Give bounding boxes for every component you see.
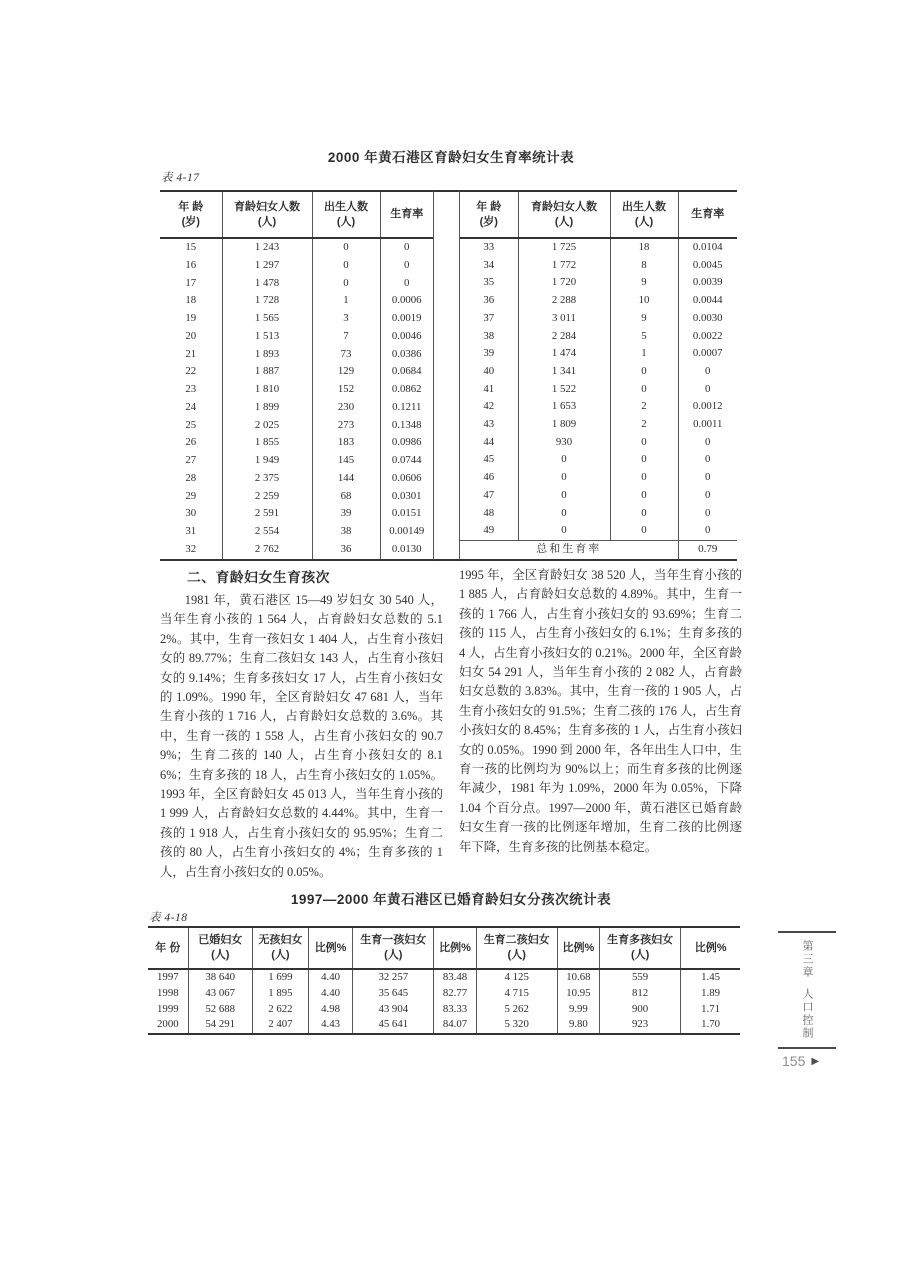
table-cell: 0.0606 [391, 471, 422, 484]
table-cell: 0.0007 [692, 347, 723, 360]
table-row [160, 257, 433, 275]
col-header-women-line2: (人) [257, 215, 277, 228]
table-cell: 68 [312, 488, 380, 506]
table-cell: 0 [312, 238, 380, 257]
fertility-table-left-half [160, 190, 433, 561]
table-cell: 42 [460, 398, 518, 416]
col-header-women-line1: 育龄妇女人数 [234, 200, 300, 213]
table-cell: 43 [460, 416, 518, 434]
table-cell: 0 [610, 522, 678, 540]
table-cell: 30 [160, 505, 222, 523]
table-cell: 40 [460, 363, 518, 381]
table-cell: 0 [610, 363, 678, 381]
table-cell: 21 [160, 346, 222, 364]
table-cell: 7 [312, 328, 380, 346]
table-cell: 10.95 [557, 986, 599, 1002]
table-cell: 46 [460, 469, 518, 487]
table-cell: 0 [705, 364, 711, 377]
table-row [460, 487, 737, 505]
header-line: 比例% [562, 941, 595, 954]
header-line: 年 份 [155, 941, 181, 954]
fertility-rate-table [160, 190, 742, 561]
table-cell: 0.1211 [392, 400, 422, 413]
table-cell: 41 [460, 381, 518, 399]
table-cell: 3 011 [518, 310, 610, 328]
table-cell: 22 [160, 363, 222, 381]
total-fertility-label: 总和生育率 [460, 540, 678, 559]
col-header-births-line2: (人) [336, 215, 356, 228]
table-row [160, 417, 433, 435]
table-cell: 923 [599, 1017, 680, 1034]
table-cell: 0 [705, 453, 711, 466]
table-row [160, 363, 433, 381]
table-cell: 54 291 [188, 1017, 252, 1034]
table-row [460, 505, 737, 523]
table-cell: 1 725 [518, 238, 610, 257]
header-line: (人) [384, 949, 403, 961]
table-cell: 48 [460, 505, 518, 523]
table-row [160, 310, 433, 328]
table-cell: 35 [460, 274, 518, 292]
table-cell: 1 893 [222, 346, 312, 364]
table-cell: 4.43 [309, 1017, 353, 1034]
header-line: (人) [630, 949, 650, 961]
table-cell: 1 728 [222, 292, 312, 310]
header-line: 生育多孩妇女 [607, 934, 674, 946]
table-cell: 2 288 [518, 292, 610, 310]
table-cell: 0.00149 [389, 525, 425, 538]
table-cell: 31 [160, 523, 222, 541]
table-cell: 4.40 [309, 969, 353, 986]
table-cell: 0.0039 [692, 276, 723, 289]
table-cell: 4 125 [476, 969, 557, 986]
table-cell: 20 [160, 328, 222, 346]
col-header-year [148, 927, 188, 969]
table1-title: 2000 年黄石港区育龄妇女生育率统计表 [327, 150, 575, 165]
table-cell: 38 640 [188, 969, 252, 986]
table-row [460, 363, 737, 381]
fertility-table-total-section [460, 540, 737, 559]
table-cell: 1998 [148, 986, 188, 1002]
table-cell: 0 [610, 381, 678, 399]
table-cell: 2 025 [222, 417, 312, 435]
table-row [160, 292, 433, 310]
table-row [160, 470, 433, 488]
table-cell: 0.0301 [391, 489, 422, 502]
table-cell: 0 [404, 258, 410, 271]
chapter-title: 人口控制 [801, 988, 813, 1040]
table-cell: 0 [705, 488, 711, 501]
table2-title: 1997—2000 年黄石港区已婚育龄妇女分孩次统计表 [290, 892, 612, 907]
table-cell: 0 [705, 382, 711, 395]
table-cell: 38 [460, 328, 518, 346]
col-header-ratio1 [309, 927, 353, 969]
text-column-left [160, 566, 443, 882]
table-cell: 273 [312, 417, 380, 435]
table-cell: 83.33 [434, 1002, 476, 1018]
table-cell: 44 [460, 434, 518, 452]
table-cell: 0 [705, 435, 711, 448]
table-cell: 23 [160, 381, 222, 399]
table-cell: 0.0862 [391, 383, 422, 396]
table-cell: 29 [160, 488, 222, 506]
table-cell: 0 [404, 241, 410, 254]
table-cell: 1.70 [701, 1018, 721, 1031]
table-cell: 0.0011 [693, 418, 723, 431]
table-cell: 26 [160, 434, 222, 452]
table1-label: 表 4-17 [161, 172, 200, 184]
table-row [460, 434, 737, 452]
table-row [460, 416, 737, 434]
table-cell: 36 [460, 292, 518, 310]
table-row [160, 523, 433, 541]
header-line: (人) [507, 949, 526, 961]
header-line: 比例% [694, 941, 727, 954]
table-cell: 1 895 [252, 986, 308, 1002]
col-header-births-line1: 出生人数 [324, 200, 368, 213]
table-row [160, 328, 433, 346]
table-cell: 8 [610, 257, 678, 275]
table-cell: 0 [610, 487, 678, 505]
table-cell: 0 [610, 505, 678, 523]
table-cell: 5 [610, 328, 678, 346]
table-row [160, 488, 433, 506]
header-row [148, 927, 740, 969]
table-cell: 900 [599, 1002, 680, 1018]
page-number-value: 155 [782, 1053, 806, 1069]
table-cell: 33 [460, 238, 518, 257]
table-cell: 0 [518, 522, 610, 540]
header-line: 生育二孩妇女 [483, 934, 550, 946]
table-cell: 15 [160, 238, 222, 257]
body-text [160, 566, 742, 882]
fertility-table-left-body [160, 238, 433, 560]
col-header-age-line2: (岁) [479, 215, 498, 228]
fertility-table-right-half [460, 190, 737, 561]
table-cell: 0.0022 [692, 329, 723, 342]
table-cell: 0 [312, 275, 380, 293]
table-row [148, 969, 740, 986]
table-cell: 0 [610, 451, 678, 469]
table-cell: 2 591 [222, 505, 312, 523]
table-row [160, 381, 433, 399]
table-row [460, 292, 737, 310]
table-row [460, 398, 737, 416]
col-header-rate [678, 191, 737, 238]
table-cell: 49 [460, 522, 518, 540]
section-heading: 二、育龄妇女生育孩次 [187, 570, 330, 585]
table-cell: 1997 [148, 969, 188, 986]
fertility-table-right-body [460, 238, 737, 540]
chapter-sidebar [778, 931, 836, 1049]
married-women-table-body [148, 969, 740, 1034]
header-line: 比例% [439, 941, 471, 954]
table-cell: 2 259 [222, 488, 312, 506]
table-row [148, 1017, 740, 1034]
table-row [460, 310, 737, 328]
table-cell: 0 [610, 469, 678, 487]
col-header-rate-line1: 生育率 [390, 208, 424, 220]
table-cell: 32 257 [353, 969, 434, 986]
table-cell: 5 320 [476, 1017, 557, 1034]
col-header-no-child [252, 927, 308, 969]
col-header-births-line2: (人) [634, 215, 654, 228]
table-cell: 0.0045 [692, 258, 723, 271]
table-cell: 1 341 [518, 363, 610, 381]
header-line: 生育一孩妇女 [360, 934, 427, 946]
table-row [160, 238, 433, 257]
col-header-age [160, 191, 222, 238]
table-cell: 152 [312, 381, 380, 399]
col-header-age [460, 191, 518, 238]
table-row [460, 257, 737, 275]
header-line: 比例% [314, 941, 347, 954]
table-cell: 2 [610, 416, 678, 434]
total-fertility-row [460, 540, 737, 559]
table-cell: 52 688 [188, 1002, 252, 1018]
table-cell: 1 [610, 345, 678, 363]
table-cell: 1 522 [518, 381, 610, 399]
table-cell: 0 [518, 487, 610, 505]
table-cell: 18 [610, 238, 678, 257]
table-cell: 10 [610, 292, 678, 310]
table-row [160, 541, 433, 560]
table-cell: 129 [312, 363, 380, 381]
paragraph-right: 1995 年，全区育龄妇女 38 520 人，当年生育小孩的 1 885 人，占育龄妇女总数的 4.89%。其中，生育一孩的 1 766 人，占生育小孩妇女的 93.69%；生育二孩的 115 人，占生育小孩妇女的 6.1%；生育多孩的 4 人，占生育小孩妇女的 0.21%。2000 年，全区育龄妇女 54 291 人，当年生育小孩的 2 082 人，占育龄妇女总数的 3.83%。其中，生育一孩的 1 905 人，占生育小孩妇女的 91.5%；生育二孩的 176 人，占生育小孩妇女的 8.45%；生育多孩的 1 人，占生育小孩妇女的 0.05%。1990 到 2000 年，各年出生人口中，生育一孩的比例均为 90%以上；而生育多孩的比例逐年减少，1981 年为 1.09%，2000 年为 0.05%，下降 1.04 个百分点。1997—2000 年，黄石港区已婚育龄妇女生育一孩的比例逐年增加，生育二孩的比例逐年下降，生育多孩的比例基本稳定。 [459, 568, 742, 854]
table-cell: 0.0104 [692, 241, 723, 253]
table-cell: 1 772 [518, 257, 610, 275]
table-cell: 1 855 [222, 434, 312, 452]
table-cell: 0.1348 [391, 418, 422, 431]
table-row [160, 434, 433, 452]
table-cell: 0.0386 [391, 347, 422, 360]
table-cell: 47 [460, 487, 518, 505]
table-cell: 1 [312, 292, 380, 310]
col-header-rate-line1: 生育率 [691, 208, 725, 220]
table-cell: 34 [460, 257, 518, 275]
table-cell: 35 645 [353, 986, 434, 1002]
table2-label: 表 4-18 [149, 912, 188, 924]
table-row [460, 381, 737, 399]
col-header-women-line2: (人) [554, 215, 574, 228]
col-header-births [312, 191, 380, 238]
table-row [460, 274, 737, 292]
total-fertility-value: 0.79 [678, 540, 737, 559]
table-cell: 930 [518, 434, 610, 452]
paragraph-left: 1981 年，黄石港区 15—49 岁妇女 30 540 人，当年生育小孩的 1 564 人，占育龄妇女总数的 5.12%。其中，生育一孩妇女 1 404 人，占生育小孩妇女的 89.77%；生育二孩妇女 143 人，占生育小孩妇女的 9.14%；生育多孩妇女 17 人，占生育小孩妇女的 1.09%。1990 年，全区育龄妇女 47 681 人，当年生育小孩的 1 716 人，占育龄妇女总数的 3.6%。其中，生育一孩的 1 558 人，占生育小孩妇女的 90.79%；生育二孩的 140 人，占生育小孩妇女的 8.16%；生育多孩的 18 人，占生育小孩妇女的 1.05%。1993 年，全区育龄妇女 45 013 人，当年生育小孩的 1 999 人，占育龄妇女总数的 4.44%。其中，生育一孩的 1 918 人，占生育小孩妇女的 95.95%；生育二孩的 80 人，占生育小孩妇女的 4%；生育多孩的 1 人，占生育小孩妇女的 0.05%。 [160, 593, 443, 879]
table-cell: 0 [705, 524, 711, 537]
col-header-ratio2 [434, 927, 476, 969]
table-cell: 9 [610, 310, 678, 328]
table-cell: 1 810 [222, 381, 312, 399]
col-header-two-children [476, 927, 557, 969]
table-cell: 1 474 [518, 345, 610, 363]
table-cell: 28 [160, 470, 222, 488]
table-cell: 9.80 [557, 1017, 599, 1034]
table-cell: 17 [160, 275, 222, 293]
table-cell: 0.0744 [391, 454, 422, 467]
header-line: (人) [271, 949, 290, 961]
table-cell: 32 [160, 541, 222, 560]
table-cell: 2000 [148, 1017, 188, 1034]
table-cell: 82.77 [434, 986, 476, 1002]
col-header-ratio4 [681, 927, 740, 969]
table-cell: 45 641 [353, 1017, 434, 1034]
table-cell: 1 699 [252, 969, 308, 986]
col-header-one-child [353, 927, 434, 969]
col-header-women [518, 191, 610, 238]
table-cell: 0 [518, 469, 610, 487]
table-cell: 1 297 [222, 257, 312, 275]
table-cell: 0.0046 [391, 329, 422, 342]
table-cell: 2 [610, 398, 678, 416]
table-cell: 0 [705, 471, 711, 484]
col-header-ratio3 [557, 927, 599, 969]
table-cell: 812 [599, 986, 680, 1002]
table-cell: 2 762 [222, 541, 312, 560]
table-cell: 27 [160, 452, 222, 470]
table-cell: 0.0030 [692, 311, 723, 324]
table-cell: 1 887 [222, 363, 312, 381]
table-cell: 0 [312, 257, 380, 275]
table-row [160, 452, 433, 470]
table-cell: 1.89 [701, 986, 721, 999]
table-cell: 36 [312, 541, 380, 560]
header-row [160, 191, 433, 238]
table-cell: 0.0044 [692, 294, 723, 307]
table-cell: 39 [460, 345, 518, 363]
table-cell: 144 [312, 470, 380, 488]
table-row [160, 346, 433, 364]
table-cell: 39 [312, 505, 380, 523]
table-cell: 0 [518, 505, 610, 523]
table-cell: 1.71 [701, 1002, 721, 1015]
table-cell: 9 [610, 274, 678, 292]
table-cell: 2 284 [518, 328, 610, 346]
table-cell: 1 478 [222, 275, 312, 293]
table-cell: 230 [312, 399, 380, 417]
table-row [460, 328, 737, 346]
table-cell: 25 [160, 417, 222, 435]
table-cell: 145 [312, 452, 380, 470]
table-cell: 10.68 [557, 969, 599, 986]
table-row [460, 238, 737, 257]
table-cell: 0 [705, 506, 711, 519]
table-row [460, 451, 737, 469]
header-row [460, 191, 737, 238]
table-cell: 45 [460, 451, 518, 469]
table-cell: 0 [404, 276, 410, 289]
table-cell: 5 262 [476, 1002, 557, 1018]
table-cell: 43 904 [353, 1002, 434, 1018]
table-cell: 24 [160, 399, 222, 417]
table-cell: 0.0012 [692, 400, 723, 413]
table-cell: 38 [312, 523, 380, 541]
table-cell: 2 375 [222, 470, 312, 488]
table-cell: 4.40 [309, 986, 353, 1002]
col-header-rate [380, 191, 433, 238]
table-cell: 1 565 [222, 310, 312, 328]
table-cell: 0.0151 [391, 507, 422, 520]
header-line: 已婚妇女 [198, 934, 243, 946]
table-cell: 0 [518, 451, 610, 469]
col-header-births-line1: 出生人数 [622, 200, 666, 213]
table-row [148, 1002, 740, 1018]
table-cell: 183 [312, 434, 380, 452]
col-header-age-line2: (岁) [181, 215, 200, 228]
page-arrow-icon: ▶ [811, 1055, 820, 1067]
table-row [460, 522, 737, 540]
table-cell: 2 554 [222, 523, 312, 541]
table-cell: 37 [460, 310, 518, 328]
married-women-parity-table [148, 926, 740, 1035]
table-cell: 1 949 [222, 452, 312, 470]
table-cell: 1 653 [518, 398, 610, 416]
header-line: 无孩妇女 [258, 934, 303, 946]
table-cell: 83.48 [434, 969, 476, 986]
col-header-women [222, 191, 312, 238]
table-cell: 2 407 [252, 1017, 308, 1034]
table-cell: 3 [312, 310, 380, 328]
col-header-births [610, 191, 678, 238]
chapter-number: 第三章 [801, 940, 813, 979]
table-row [160, 399, 433, 417]
table-cell: 1 720 [518, 274, 610, 292]
table-cell: 84.07 [434, 1017, 476, 1034]
table-cell: 43 067 [188, 986, 252, 1002]
table-row [160, 505, 433, 523]
table-cell: 4.98 [309, 1002, 353, 1018]
table-cell: 1 243 [222, 238, 312, 257]
table-cell: 0.0684 [391, 365, 422, 378]
table-row [160, 275, 433, 293]
col-header-age-line1: 年 龄 [178, 200, 204, 213]
table-cell: 1999 [148, 1002, 188, 1018]
col-header-women-line1: 育龄妇女人数 [531, 200, 597, 213]
table-row [460, 345, 737, 363]
col-header-multi-children [599, 927, 680, 969]
table-cell: 1 899 [222, 399, 312, 417]
table-cell: 2 622 [252, 1002, 308, 1018]
header-line: (人) [211, 949, 230, 961]
table-cell: 1.45 [701, 971, 721, 983]
table-cell: 9.99 [557, 1002, 599, 1018]
table-cell: 0.0130 [391, 542, 422, 555]
page-number [782, 1053, 819, 1069]
text-column-right [459, 566, 742, 882]
table-row [460, 469, 737, 487]
table-cell: 1 513 [222, 328, 312, 346]
table-cell: 0.0019 [391, 312, 422, 325]
table-cell: 4 715 [476, 986, 557, 1002]
table-cell: 16 [160, 257, 222, 275]
table-row [148, 986, 740, 1002]
table-divider [433, 190, 460, 561]
col-header-age-line1: 年 龄 [476, 200, 502, 213]
table-cell: 73 [312, 346, 380, 364]
table-cell: 0 [610, 434, 678, 452]
col-header-married-women [188, 927, 252, 969]
table-cell: 0.0006 [391, 294, 422, 307]
table-cell: 0.0986 [391, 436, 422, 449]
table-cell: 1 809 [518, 416, 610, 434]
table-cell: 18 [160, 292, 222, 310]
table-cell: 559 [599, 969, 680, 986]
table-cell: 19 [160, 310, 222, 328]
